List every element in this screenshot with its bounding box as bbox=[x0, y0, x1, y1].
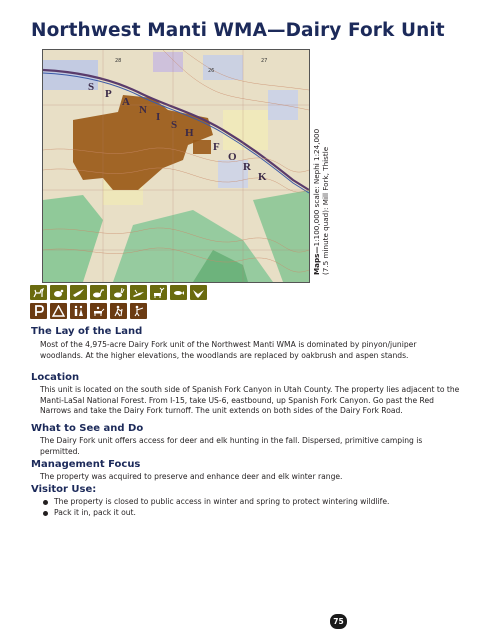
canyon-letter: A bbox=[122, 96, 130, 108]
hiking-icon bbox=[110, 303, 127, 319]
parking-icon bbox=[30, 303, 47, 319]
fork-letter: F bbox=[213, 141, 220, 153]
duck-icon bbox=[70, 285, 87, 300]
what-to-see-text: The Dairy Fork unit offers access for deer and elk hunting in the fall. Dispersed, primitive camping is permitted. bbox=[40, 436, 423, 456]
canyon-letter: S bbox=[88, 81, 95, 93]
page-title: Northwest Manti WMA—Dairy Fork Unit bbox=[31, 20, 445, 41]
fish-icon bbox=[170, 285, 187, 300]
bullet-dot bbox=[43, 511, 48, 516]
location-heading: Location bbox=[31, 372, 80, 383]
hunting-icon bbox=[130, 303, 147, 319]
canyon-letter: N bbox=[139, 104, 147, 116]
turkey-icon bbox=[50, 285, 67, 300]
lay-of-land-heading: The Lay of the Land bbox=[31, 326, 143, 337]
deer-icon bbox=[30, 285, 47, 300]
list-item bbox=[40, 508, 460, 519]
eagle-icon bbox=[190, 285, 207, 300]
canyon-letter: H bbox=[185, 127, 194, 139]
restroom-icon bbox=[70, 303, 87, 319]
horseback-icon bbox=[90, 303, 107, 319]
fork-letter: R bbox=[243, 161, 251, 173]
visitor-use-item: Pack it in, pack it out. bbox=[54, 507, 136, 517]
fork-letter: O bbox=[228, 151, 237, 163]
goose-icon bbox=[90, 285, 107, 300]
section-number: 28 bbox=[115, 58, 122, 64]
canyon-letter: S bbox=[171, 119, 178, 131]
page-number: 75 bbox=[330, 614, 347, 629]
visitor-use-item: The property is closed to public access in winter and spring to protect wintering wildlife. bbox=[54, 497, 390, 506]
pheasant-icon bbox=[130, 285, 147, 300]
bullet-dot bbox=[43, 500, 48, 505]
unit-map bbox=[42, 49, 310, 283]
visitor-use-list bbox=[40, 497, 460, 518]
canyon-letter: I bbox=[156, 111, 161, 123]
map-caption-bold: Maps— bbox=[312, 246, 321, 275]
amenity-icon-row bbox=[30, 303, 147, 319]
visitor-use-heading: Visitor Use: bbox=[31, 484, 97, 495]
map-caption bbox=[312, 125, 330, 275]
list-item bbox=[40, 497, 460, 508]
management-focus-heading: Management Focus bbox=[31, 459, 141, 470]
map-graphic bbox=[43, 50, 309, 282]
location-text: This unit is located on the south side of Spanish Fork Canyon in Utah County. The property lies adjacent to the Manti-LaSal National Forest. From I-15, take US-6, eastbound, up Spanish Fork Canyon. Go past the Red Narrows and take the Dairy Fork turnoff. The unit extends on both sides of the Dairy Fork Road. bbox=[40, 385, 460, 415]
map-caption-text: 1:100,000 scale: Nephi 1:24,000 (7.5 minute quad): Mill Fork, Thistle bbox=[312, 128, 330, 275]
management-focus-text: The property was acquired to preserve and enhance deer and elk winter range. bbox=[40, 472, 343, 481]
elk-icon bbox=[150, 285, 167, 300]
wildlife-icon-row bbox=[30, 285, 207, 300]
canyon-letter: P bbox=[105, 88, 112, 100]
lay-of-land-text: Most of the 4,975-acre Dairy Fork unit of the Northwest Manti WMA is dominated by pinyon/juniper woodlands. At the higher elevations, the woodlands are replaced by oakbrush and aspen stands. bbox=[40, 340, 417, 360]
fork-letter: K bbox=[258, 171, 267, 183]
section-number: 26 bbox=[208, 68, 215, 74]
section-number: 27 bbox=[261, 58, 268, 64]
camping-icon bbox=[50, 303, 67, 319]
rabbit-icon bbox=[110, 285, 127, 300]
what-to-see-heading: What to See and Do bbox=[31, 423, 144, 434]
